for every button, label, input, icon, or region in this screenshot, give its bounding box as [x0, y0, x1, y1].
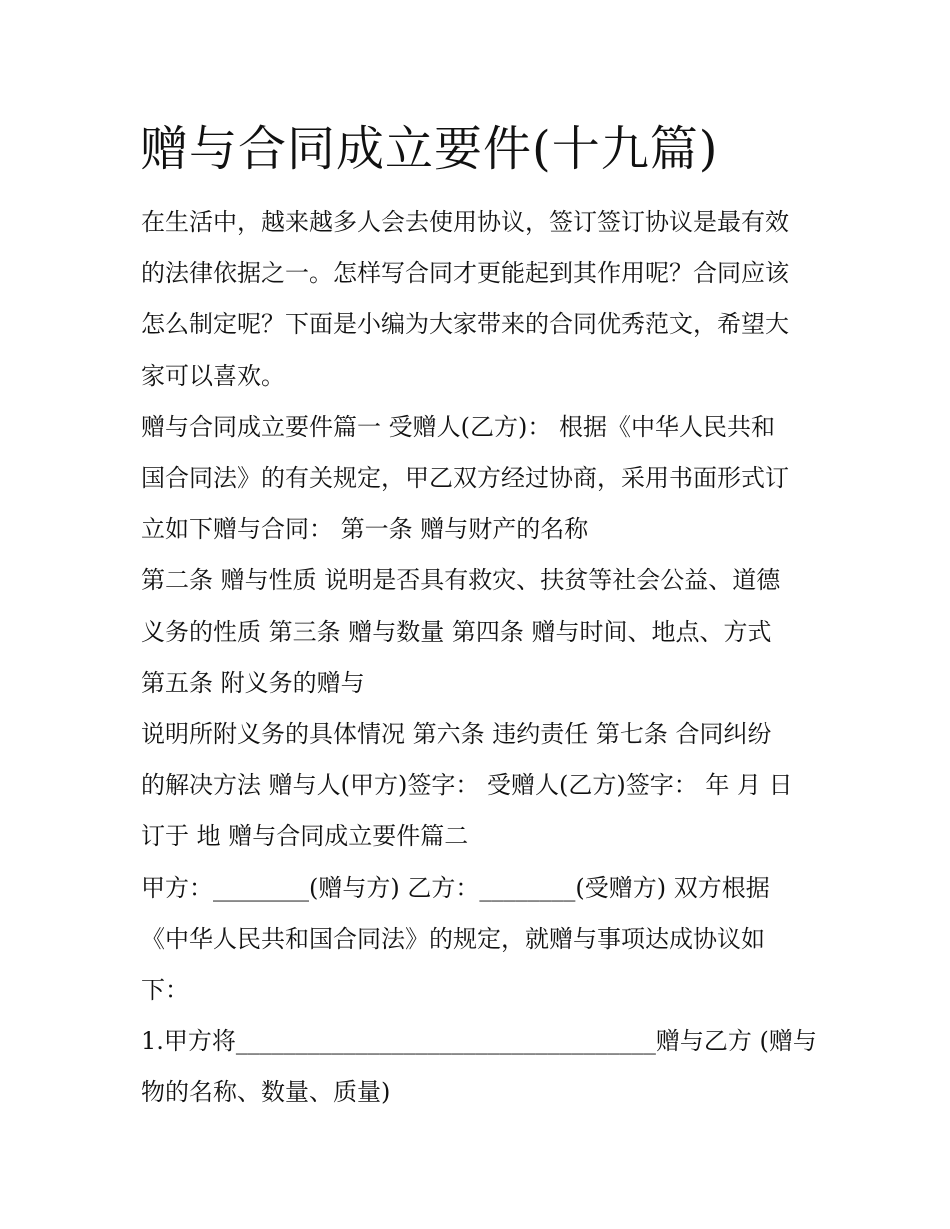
- document-title: 赠与合同成立要件(十九篇): [140, 121, 719, 177]
- body-line: 下：: [141, 976, 189, 1005]
- body-line: 赠与合同成立要件篇一 受赠人(乙方)： 根据《中华人民共和: [141, 412, 775, 441]
- body-line: 在生活中，越来越多人会去使用协议，签订签订协议是最有效: [141, 208, 789, 236]
- body-line: 物的名称、数量、质量): [141, 1078, 391, 1107]
- body-line: 第二条 赠与性质 说明是否具有救灾、扶贫等社会公益、道德: [141, 566, 781, 595]
- body-line: 的解决方法 赠与人(甲方)签字： 受赠人(乙方)签字： 年 月 日: [141, 771, 793, 800]
- body-line: 的法律依据之一。怎样写合同才更能起到其作用呢？合同应该: [141, 259, 789, 288]
- body-line: 义务的性质 第三条 赠与数量 第四条 赠与时间、地点、方式: [141, 617, 772, 646]
- body-line: 说明所附义务的具体情况 第六条 违约责任 第七条 合同纠纷: [141, 720, 772, 749]
- body-line: 订于 地 赠与合同成立要件篇二: [141, 822, 469, 851]
- document-body: [141, 197, 821, 1119]
- body-line: 怎么制定呢？下面是小编为大家带来的合同优秀范文，希望大: [141, 310, 789, 339]
- body-line: 立如下赠与合同： 第一条 赠与财产的名称: [141, 515, 589, 544]
- body-line: 《中华人民共和国合同法》的规定，就赠与事项达成协议如: [141, 924, 765, 953]
- body-line: 第五条 附义务的赠与: [141, 668, 365, 697]
- body-line: 甲方：________(赠与方) 乙方：________(受赠方) 双方根据: [141, 873, 770, 902]
- body-line: 1.甲方将___________________________________赠与乙方 (赠与: [141, 1027, 817, 1056]
- body-line: 国合同法》的有关规定，甲乙双方经过协商，采用书面形式订: [141, 464, 789, 493]
- body-line: 家可以喜欢。: [141, 361, 285, 390]
